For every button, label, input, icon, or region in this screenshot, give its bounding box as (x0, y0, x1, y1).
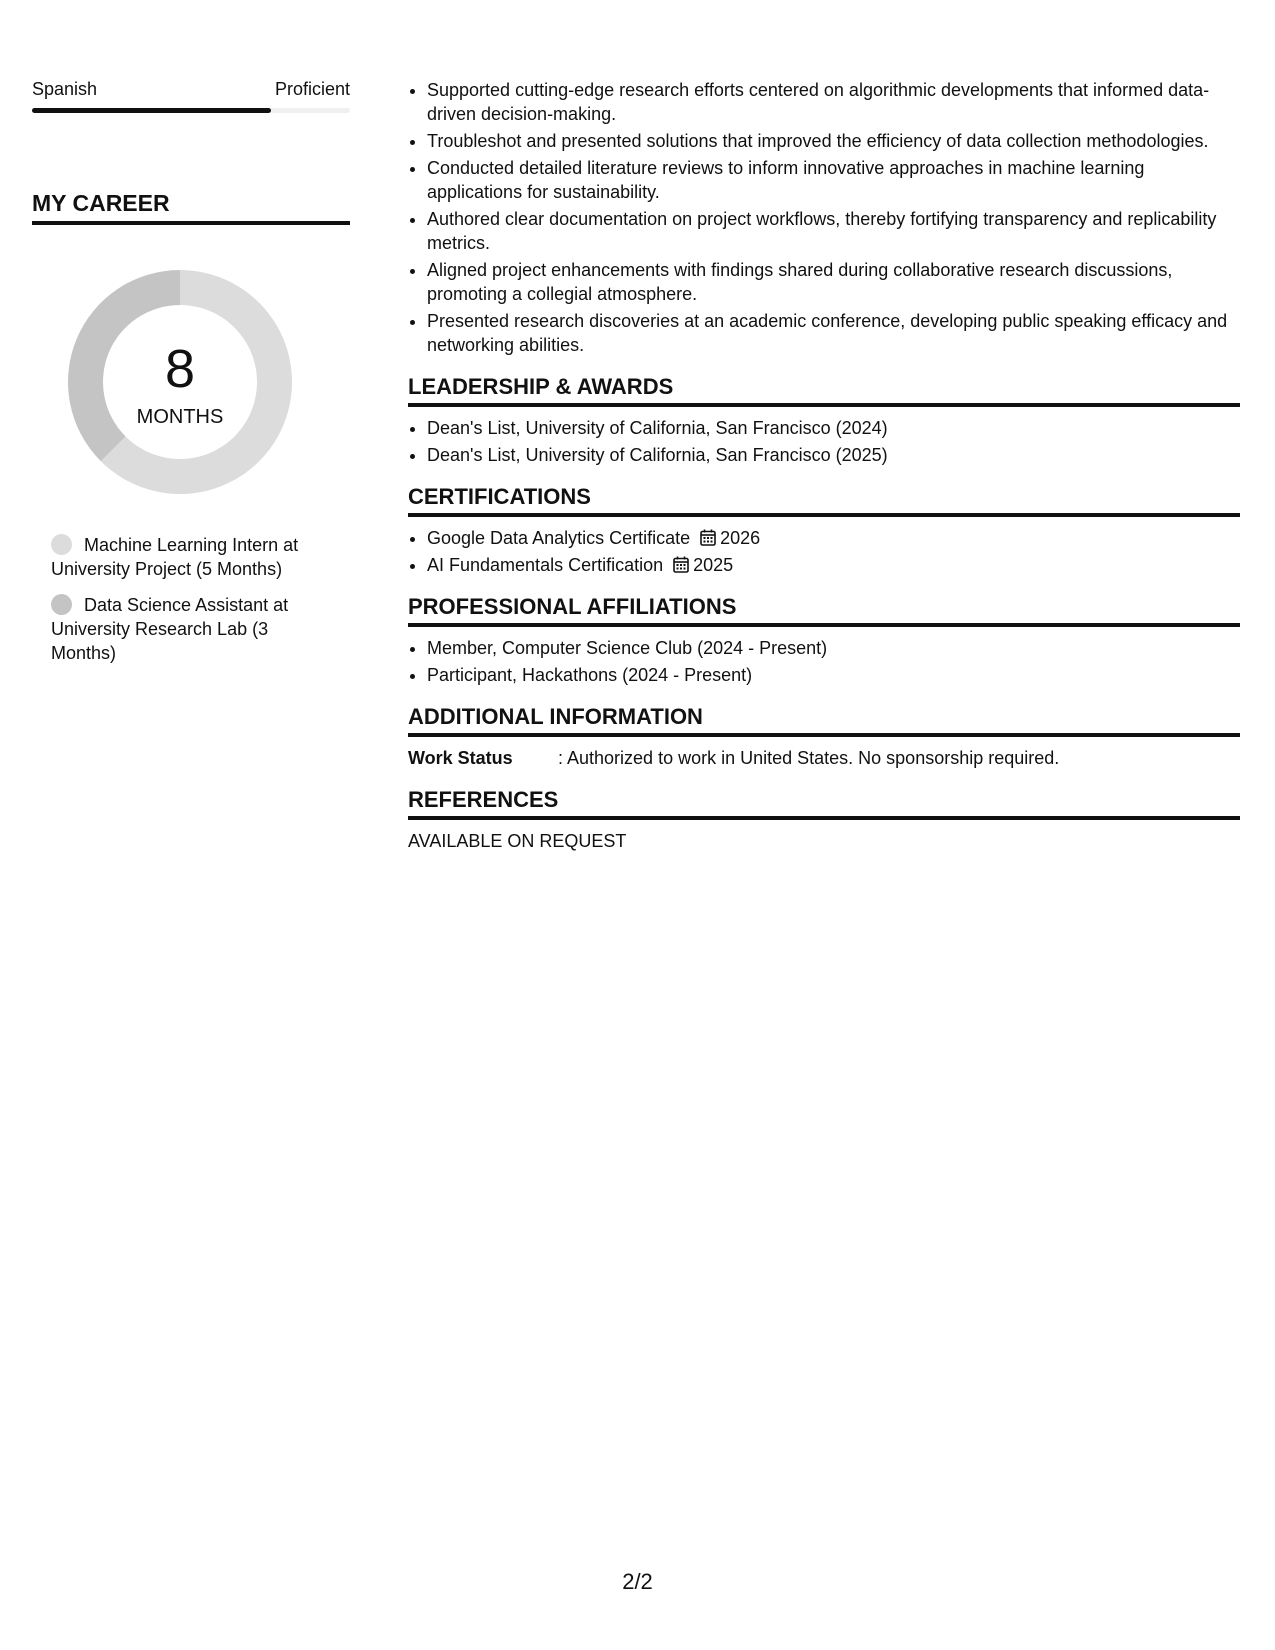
career-heading: MY CAREER (32, 189, 350, 225)
language-level: Proficient (274, 79, 350, 99)
certification-item (427, 553, 1240, 577)
certifications-list (408, 526, 1240, 577)
references-heading: REFERENCES (408, 787, 1240, 820)
legend-dot (51, 594, 72, 615)
donut-total-number: 8 (164, 339, 196, 399)
certification-year: 2026 (720, 528, 761, 548)
leadership-item: • Dean's List, University of California, San Francisco (2024) (427, 416, 1240, 440)
experience-bullet-list (408, 78, 1240, 357)
work-status-value: : Authorized to work in United States. No sponsorship required. (558, 748, 1060, 768)
language-row (32, 78, 350, 100)
language-proficiency-fill (32, 108, 271, 113)
legend-label: Data Science Assistant at University Research Lab (3 Months) (51, 595, 289, 663)
experience-bullet: • Authored clear documentation on project workflows, thereby fortifying transparency and replicability metrics. (427, 207, 1240, 255)
legend-item (51, 593, 321, 665)
certification-name: AI Fundamentals Certification (427, 555, 664, 575)
career-donut-chart (65, 267, 295, 497)
work-status-row (408, 746, 1240, 770)
legend-label: Machine Learning Intern at University Project (5 Months) (51, 535, 299, 579)
leadership-heading: LEADERSHIP & AWARDS (408, 374, 1240, 407)
leadership-list (408, 416, 1240, 467)
affiliation-item: • Participant, Hackathons (2024 - Present) (427, 663, 1240, 687)
certification-item (427, 526, 1240, 550)
legend-item (51, 533, 321, 581)
language-name: Spanish (32, 79, 98, 99)
experience-bullet: • Aligned project enhancements with findings shared during collaborative research discussions, promoting a collegial atmosphere. (427, 258, 1240, 306)
language-proficiency-bar (32, 108, 350, 113)
page-number: 2/2 (622, 1569, 653, 1594)
donut-total-unit: MONTHS (136, 406, 224, 428)
right-column (408, 78, 1240, 853)
affiliations-heading: PROFESSIONAL AFFILIATIONS (408, 594, 1240, 627)
left-column (32, 78, 350, 677)
certification-year: 2025 (693, 555, 734, 575)
leadership-item: • Dean's List, University of California, San Francisco (2025) (427, 443, 1240, 467)
certification-name: Google Data Analytics Certificate (427, 528, 691, 548)
experience-bullet: • Troubleshot and presented solutions that improved the efficiency of data collection methodologies. (427, 129, 1240, 153)
affiliation-item: • Member, Computer Science Club (2024 - Present) (427, 636, 1240, 660)
work-status-label: Work Status (408, 748, 513, 768)
donut-center (65, 267, 295, 497)
calendar-icon (673, 556, 689, 573)
additional-info-heading: ADDITIONAL INFORMATION (408, 704, 1240, 737)
experience-bullet: • Presented research discoveries at an academic conference, developing public speaking efficacy and networking abilities. (427, 309, 1240, 357)
experience-bullet: • Conducted detailed literature reviews to inform innovative approaches in machine learning applications for sustainability. (427, 156, 1240, 204)
certifications-heading: CERTIFICATIONS (408, 484, 1240, 517)
references-text: AVAILABLE ON REQUEST (408, 831, 627, 851)
career-legend (51, 533, 321, 665)
legend-dot (51, 534, 72, 555)
experience-bullet: • Supported cutting-edge research efforts centered on algorithmic developments that informed data-driven decision-making. (427, 78, 1240, 126)
affiliations-list (408, 636, 1240, 687)
calendar-icon (700, 529, 716, 546)
